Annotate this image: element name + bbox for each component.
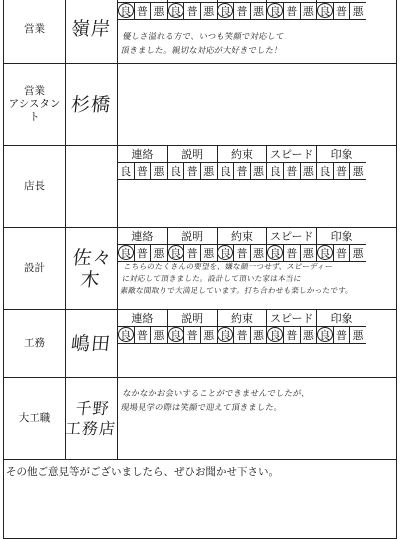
category-label: 説明 [167, 228, 217, 245]
staff-name-text: 嶺岸 [70, 18, 113, 40]
rating-option[interactable]: 悪 [200, 245, 217, 262]
rating-options-row [118, 3, 366, 20]
rating-option[interactable]: 悪 [250, 327, 267, 344]
rating-option[interactable]: 良 [266, 245, 283, 262]
rating-option[interactable]: 良 [217, 245, 234, 262]
comment-line: こちらのたくさんの要望を、嫌な顔一つせず、スピーディー [123, 262, 334, 271]
category-label: スピード [266, 146, 316, 163]
survey-sheet [3, 0, 397, 539]
staff-name [66, 0, 118, 63]
role-label: 大工職 [4, 378, 66, 459]
staff-name [66, 228, 118, 309]
rating-option[interactable]: 普 [283, 3, 300, 20]
selected-circle-mark [267, 327, 283, 342]
rating-grid [118, 228, 366, 262]
comment-line: 素敵な間取りで大満足しています。打ち合わせも楽しかったです。 [119, 286, 354, 295]
rating-option[interactable]: 普 [283, 163, 300, 180]
role-label: 店長 [4, 146, 66, 227]
rating-options-row [118, 163, 366, 180]
selected-circle-mark [317, 3, 333, 18]
rating-option[interactable]: 普 [283, 245, 300, 262]
staff-row-sales [4, 0, 396, 64]
rating-option[interactable]: 普 [333, 245, 350, 262]
rating-option[interactable]: 普 [183, 163, 200, 180]
category-label: スピード [266, 228, 316, 245]
rating-option[interactable]: 普 [333, 163, 350, 180]
comment-text [120, 386, 396, 414]
role-label: 工務 [4, 310, 66, 377]
selected-circle-mark [118, 327, 134, 342]
comment-line: 頂きました。親切な対応が大好きでした！ [120, 45, 284, 55]
rating-option[interactable]: 悪 [300, 3, 317, 20]
rating-option[interactable]: 良 [316, 3, 333, 20]
rating-option[interactable]: 良 [316, 327, 333, 344]
rating-option[interactable]: 良 [167, 163, 184, 180]
rating-option[interactable]: 良 [266, 163, 283, 180]
role-label: 営業 アシスタント [4, 64, 66, 145]
rating-option[interactable]: 悪 [150, 3, 167, 20]
rating-option[interactable]: 良 [167, 327, 184, 344]
rating-option[interactable]: 悪 [250, 3, 267, 20]
staff-name-text: 嶋田 [70, 332, 113, 355]
category-header-row [118, 310, 366, 327]
rating-option[interactable]: 普 [283, 327, 300, 344]
rating-option[interactable]: 悪 [200, 327, 217, 344]
category-label: 約束 [217, 146, 267, 163]
category-label: 説明 [167, 310, 217, 327]
rating-option[interactable]: 普 [134, 327, 151, 344]
selected-circle-mark [118, 3, 134, 18]
staff-name-text: 杉橋 [70, 93, 113, 116]
selected-circle-mark [168, 3, 184, 18]
staff-name [66, 64, 118, 145]
category-label: 約束 [217, 310, 267, 327]
selected-circle-mark [217, 3, 233, 18]
selected-circle-mark [118, 245, 134, 260]
comment-line: に対応して頂きました。設計して頂いた家は本当に [121, 274, 302, 283]
rating-option[interactable]: 普 [134, 3, 151, 20]
category-label: 連絡 [118, 228, 167, 245]
selected-circle-mark [168, 245, 184, 260]
role-label: 設計 [4, 228, 66, 309]
selected-circle-mark [267, 3, 283, 18]
rating-option[interactable]: 良 [167, 245, 184, 262]
selected-circle-mark [267, 245, 283, 260]
rating-option[interactable]: 良 [118, 3, 134, 20]
rating-option[interactable]: 悪 [349, 3, 366, 20]
staff-row-carpenter [4, 378, 396, 460]
staff-name [66, 146, 118, 227]
category-label: 説明 [167, 146, 217, 163]
category-header-row [118, 228, 366, 245]
rating-option[interactable]: 悪 [250, 245, 267, 262]
rating-options-row [118, 327, 366, 344]
selected-circle-mark [168, 327, 184, 342]
staff-row-design [4, 228, 396, 310]
staff-name [66, 378, 118, 459]
rating-option[interactable]: 普 [233, 3, 250, 20]
selected-circle-mark [317, 245, 333, 260]
role-label: 営業 [4, 0, 66, 63]
rating-option[interactable]: 良 [217, 327, 234, 344]
staff-row-store-manager [4, 146, 396, 228]
selected-circle-mark [217, 327, 233, 342]
comment-text [120, 29, 396, 57]
rating-option[interactable]: 良 [118, 245, 134, 262]
rating-option[interactable]: 良 [118, 327, 134, 344]
rating-option[interactable]: 悪 [349, 327, 366, 344]
comment-line: 現場見学の際は笑顔で迎えて頂きました。 [120, 402, 284, 412]
rating-option[interactable]: 良 [316, 245, 333, 262]
rating-option[interactable]: 普 [134, 163, 151, 180]
rating-option[interactable]: 普 [134, 245, 151, 262]
rating-option[interactable]: 悪 [349, 163, 366, 180]
category-label: 印象 [316, 310, 366, 327]
staff-name-text: 千野 工務店 [64, 398, 118, 438]
category-label: 印象 [316, 228, 366, 245]
rating-option[interactable]: 悪 [349, 245, 366, 262]
rating-option[interactable]: 良 [266, 3, 283, 20]
category-label: 約束 [217, 228, 267, 245]
rating-option[interactable]: 良 [316, 163, 333, 180]
comment-line: 優しさ溢れる方で、いつも笑顔で対応して [122, 31, 285, 41]
rating-option[interactable]: 悪 [250, 163, 267, 180]
feedback-prompt: その他ご意見等がございましたら、ぜひお聞かせ下さい。 [6, 466, 279, 478]
rating-option[interactable]: 良 [266, 327, 283, 344]
rating-option[interactable]: 悪 [300, 245, 317, 262]
rating-option[interactable]: 普 [333, 3, 350, 20]
rating-option[interactable]: 悪 [200, 3, 217, 20]
rating-option[interactable]: 良 [167, 3, 184, 20]
rating-grid [118, 146, 366, 180]
selected-circle-mark [317, 327, 333, 342]
rating-option[interactable]: 良 [217, 3, 234, 20]
rating-option[interactable]: 普 [233, 163, 250, 180]
rating-option[interactable]: 悪 [150, 327, 167, 344]
selected-circle-mark [217, 245, 233, 260]
rating-option[interactable]: 普 [233, 327, 250, 344]
category-label: スピード [266, 310, 316, 327]
rating-option[interactable]: 普 [233, 245, 250, 262]
rating-option[interactable]: 悪 [200, 163, 217, 180]
rating-option[interactable]: 悪 [300, 327, 317, 344]
staff-row-sales-assistant [4, 64, 396, 146]
rating-option[interactable]: 普 [333, 327, 350, 344]
category-label: 印象 [316, 146, 366, 163]
comment-text [119, 261, 396, 297]
rating-option[interactable]: 普 [183, 327, 200, 344]
rating-grid [118, 310, 366, 344]
rating-grid [118, 0, 366, 20]
staff-name [66, 310, 118, 377]
rating-option[interactable]: 普 [183, 3, 200, 20]
category-label: 連絡 [118, 310, 167, 327]
rating-option[interactable]: 普 [183, 245, 200, 262]
staff-row-construction [4, 310, 396, 378]
staff-name-text: 佐々木 [71, 246, 114, 291]
rating-option[interactable]: 良 [217, 163, 234, 180]
category-label: 連絡 [118, 146, 167, 163]
rating-option[interactable]: 悪 [300, 163, 317, 180]
comment-line: なかなかお会いすることができませんでしたが、 [122, 388, 311, 398]
rating-option[interactable]: 悪 [150, 245, 167, 262]
category-header-row [118, 146, 366, 163]
rating-options-row [118, 245, 366, 262]
rating-option[interactable]: 良 [118, 163, 134, 180]
rating-option[interactable]: 悪 [150, 163, 167, 180]
